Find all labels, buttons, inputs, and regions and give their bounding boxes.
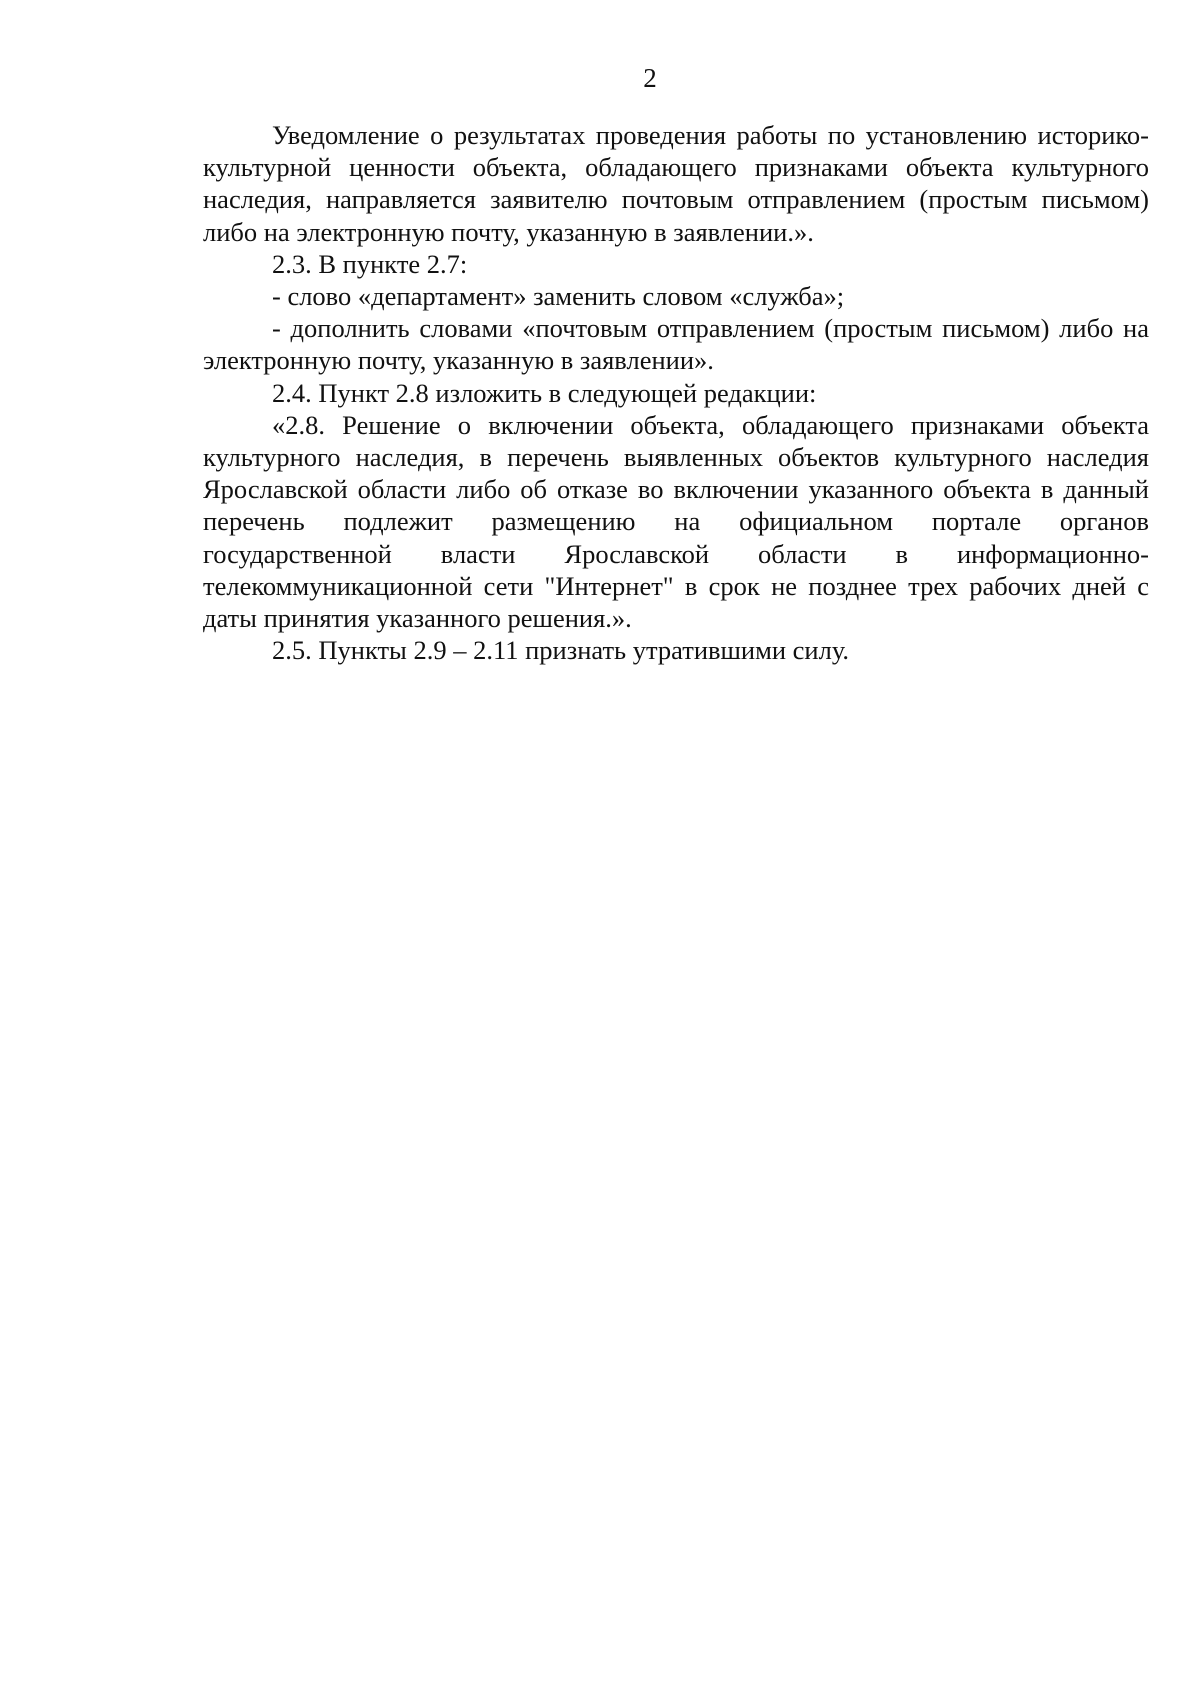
paragraph-item-2-4: 2.4. Пункт 2.8 изложить в следующей редакции: <box>272 377 817 408</box>
paragraph-item-2-3: 2.3. В пункте 2.7: <box>272 248 468 279</box>
paragraph-add-words: - дополнить словами «почтовым отправлением (простым письмом) либо на электронную почту, указанную в заявлении». <box>203 313 1149 376</box>
paragraph-item-2-8-text: «2.8. Решение о включении объекта, обладающего признаками объекта культурного наследия, в перечень выявленных объектов культурного наследия Ярославской области либо об отказе во включении указанного объекта в данный перечень подлежит размещению на официальном портале органов государственной власти Ярославской области в информационно-телекоммуникационной сети "Интернет" в срок не позднее трех рабочих дней с даты принятия указанного решения.». <box>203 409 1149 634</box>
paragraph-notification: Уведомление о результатах проведения работы по установлению историко-культурной ценности объекта, обладающего признаками объекта культурного наследия, направляется заявителю почтовым отправлением (простым письмом) либо на электронную почту, указанную в заявлении.». <box>203 120 1149 247</box>
page-number: 2 <box>643 63 657 93</box>
document-body <box>203 119 1149 666</box>
paragraph-replace-word: - слово «департамент» заменить словом «служба»; <box>272 281 845 312</box>
paragraph-item-2-5: 2.5. Пункты 2.9 – 2.11 признать утратившими силу. <box>272 635 850 666</box>
